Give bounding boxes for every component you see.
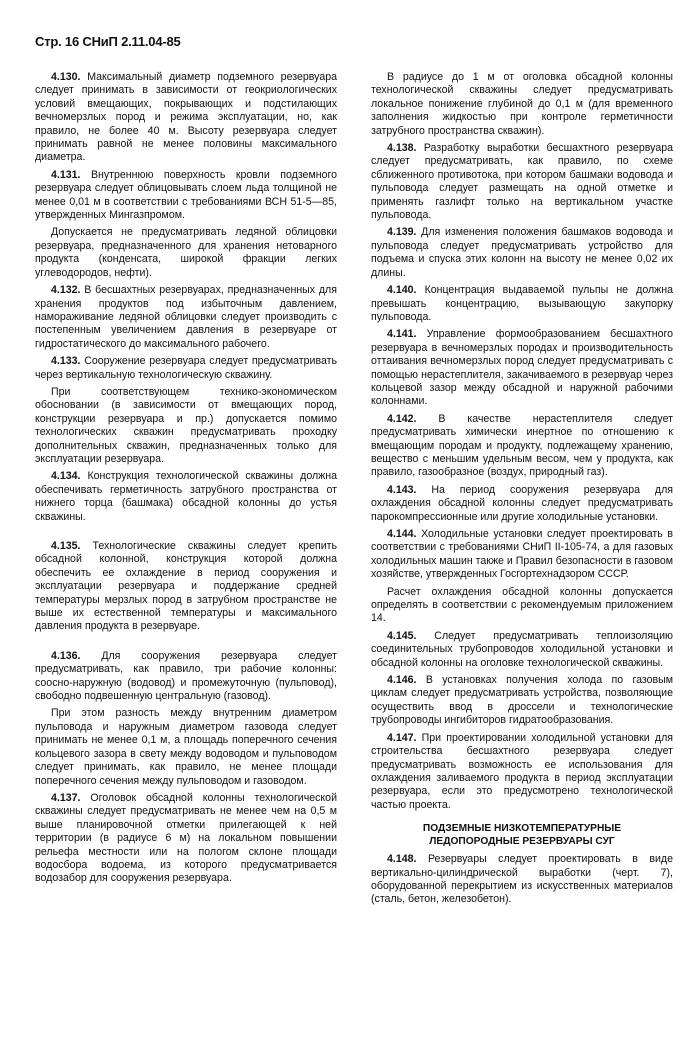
paragraph-4-131: 4.131. Внутреннюю поверхность кровли подземного резервуара следует облицовывать слоем льда толщиной не менее 0,01 м в соответствии с требованиями ВСН 51-5—85, утвержденных Мингазпромом. [35, 168, 337, 222]
paragraph-4-146: 4.146. В установках получения холода по газовым циклам следует предусматривать устройства, позволяющие осуществить ввод в дроссели и технологические трубопроводы ингибиторов гидратообразования. [371, 674, 674, 727]
paragraph-4-133: 4.133. Сооружение резервуара следует предусматривать через вертикальную технологическую скважину. [35, 355, 337, 381]
paragraph-4-135: 4.135. Технологические скважины следует крепить обсадной колонной, конструкция которой должна обеспечить ее охлаждение в период сооружения и эксплуатации резервуара и поддержание средней температуры мерзлых пород в затрубном пространстве не выше их естественной температуры и максимального давления продукта в резервуаре. [35, 540, 337, 633]
section-heading-line-2: ЛЕДОПОРОДНЫЕ РЕЗЕРВУАРЫ СУГ [429, 836, 615, 848]
paragraph-4-132: 4.132. В бесшахтных резервуарах, предназначенных для хранения продуктов под избыточным давлением, намораживание ледяной облицовки следует производить с постепенным увеличением давления в резервуаре от гидростатического до максимального рабочего. [35, 284, 337, 350]
paragraph-4-143: 4.143. На период сооружения резервуара для охлаждения обсадной колонны следует предусматривать парокомпрессионные или другие холодильные установки. [371, 483, 673, 523]
paragraph-4-147: 4.147. При проектировании холодильной установки для строительства бесшахтного резервуара следует предусматривать возможность ее использования для охлаждения заливаемого продукта в период эксплуатации резервуара, если это предусмотрено технологической частью проекта. [371, 731, 673, 811]
paragraph-4-138: 4.138. Разработку выработки бесшахтного резервуара следует предусматривать, как правило, по схеме сближенного противотока, при котором башмаки водовода и пульповода следует размещать на одной отметке и применять газлифт только на вертикальном участке пульповода. [371, 142, 673, 222]
section-heading-line-1: ПОДЗЕМНЫЕ НИЗКОТЕМПЕРАТУРНЫЕ [422, 823, 622, 835]
paragraph-4-137: 4.137. Оголовок обсадной колонны технологической скважины следует предусматривать не менее чем на 0,5 м выше планировочной отметки прилегающей к ней территории (в радиусе 6 м) на локальном повышении рельефа местности или на пологом склоне площади водосбора водоема, из которого предусматривается водозабор для сооружения резервуара. [35, 791, 337, 885]
paragraph-4-140: 4.140. Концентрация выдаваемой пульпы не должна превышать концентрацию, вызывающую закупорку пульповода. [371, 284, 673, 323]
paragraph-4-136-note: При этом разность между внутренним диаметром пульповода и наружным диаметром газовода следует принимать не менее 0,1 м, а площадь поперечного сечения кольцевого зазора в свету между водоводом и пульповодом следует принимать, как правило, не менее площади поперечного сечения между пульповодом и газоводом. [35, 707, 337, 787]
paragraph-4-137-note: В радиусе до 1 м от оголовка обсадной колонны технологической скважины следует предусматривать локальное понижение глубиной до 0,1 м (для временного заполнения жидкостью при контроле герметичности затрубного пространства скважин). [371, 71, 673, 137]
paragraph-4-144-note: Расчет охлаждения обсадной колонны допускается определять в соответствии с рекомендуемым приложением 14. [371, 585, 673, 625]
paragraph-4-130: 4.130. Максимальный диаметр подземного резервуара следует принимать в зависимости от геокриологических условий вмещающих, покрывающих и подстилающих вечномерзлых пород и режима эксплуатации, но, как правило, не более 40 м. Высоту резервуара следует принимать равной не менее половины максимального диаметра. [35, 71, 337, 164]
section-heading [371, 822, 673, 848]
paragraph-4-144: 4.144. Холодильные установки следует проектировать в соответствии с требованиями СНиП II-105-74, а для газовых холодильных машин также и Правил безопасности в газовом хозяйстве, утвержденных Госгортехнадзором СССР. [371, 528, 673, 581]
left-column [35, 71, 337, 890]
running-head: Стр. 16 СНиП 2.11.04-85 [35, 34, 181, 49]
paragraph-4-142: 4.142. В качестве нерастеплителя следует предусматривать химически инертное по отношению к вмещающим породам и продукту, подлежащему хранению, вещество с меньшим удельным весом, чем у продукта, как правило, газообразное (воздух, природный газ). [371, 412, 673, 479]
paragraph-4-139: 4.139. Для изменения положения башмаков водовода и пульповода следует предусматривать устройство для подъема и спуска этих колонн на высоту не менее 0,02 их длины. [371, 226, 673, 279]
paragraph-4-148: 4.148. Резервуары следует проектировать в виде вертикально-цилиндрической выработки (черт. 7), оборудованной перекрытием из искусственных материалов (сталь, бетон, железобетон). [371, 853, 673, 906]
paragraph-4-145: 4.145. Следует предусматривать теплоизоляцию соединительных трубопроводов холодильной установки и обсадной колонны на оголовке технологической скважины. [371, 629, 673, 669]
paragraph-4-133-note: При соответствующем технико-экономическом обосновании (в зависимости от вмещающих пород, конструкции резервуара и пр.) допускается помимо технологических скважин предусматривать проходку дополнительных скважин, предназначенных только для эксплуатации резервуара. [35, 385, 337, 465]
right-column [371, 71, 673, 911]
paragraph-4-134: 4.134. Конструкция технологической скважины должна обеспечивать герметичность затрубного пространства от нижнего торца (башмака) обсадной колонны до устья скважины. [35, 470, 337, 523]
paragraph-4-131-note: Допускается не предусматривать ледяной облицовки резервуара, предназначенного для хранения нетоварного продукта (конденсата, широкой фракции легких углеводородов, нефти). [35, 226, 337, 279]
paragraph-4-141: 4.141. Управление формообразованием бесшахтного резервуара в вечномерзлых породах и производительность оттаивания вечномерзлых пород следует предусматривать с помощью нерастеплителя, закачиваемого в резервуар через кольцевой зазор между обсадной и наружной рабочими колоннами. [371, 328, 673, 408]
paragraph-4-136: 4.136. Для сооружения резервуара следует предусматривать, как правило, три рабочие колонны: соосно-наружную (водовод) и промежуточную (пульповод), свободно подвешенную центральную (газовод). [35, 649, 337, 703]
